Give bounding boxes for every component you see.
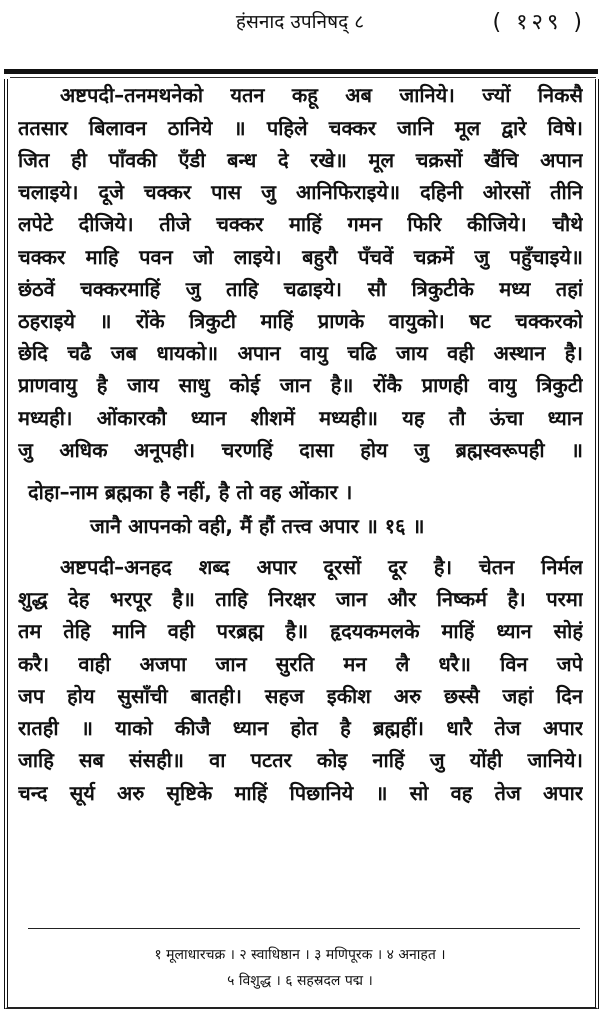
- text-line: ठहराइये ॥ रोंके त्रिकुटी माहिं प्राणके वायुको। षट चक्करको: [18, 309, 583, 333]
- running-title: हंसनाद उपनिषद् ८: [235, 11, 365, 33]
- text-line: चक्कर माहि पवन जो लाइये। बहुरौ पँचवें चक्रमें जु पहुँचाइये॥: [18, 245, 583, 269]
- text-line: अष्टपदी–तनमथनेको यतन कहू अब जानिये। ज्यों निकसै: [60, 83, 583, 107]
- text-line: शुद्ध देह भरपूर है॥ ताहि निरक्षर जान और निष्कर्म है। परमा: [18, 587, 583, 611]
- text-line: जाहि सब संसही॥ वा पटतर कोइ नाहिं जु योंही जानिये।: [18, 748, 583, 772]
- header-rule-thin: [10, 77, 596, 78]
- text-line: प्राणवायु है जाय साधु कोई जान है॥ रोंकै प्राणही वायु त्रिकुटी: [18, 373, 583, 397]
- text-line: अष्टपदी–अनहद शब्द अपार दूरसों दूर है। चेतन निर्मल: [60, 555, 583, 579]
- text-line: छंठवें चक्करमाहिं जु ताहि चढाइये। सौ त्रिकुटीके मध्य तहां: [18, 277, 583, 301]
- text-line: चलाइये। दूजे चक्कर पास जु आनिफिराइये॥ दहिनी ओरसों तीनि: [18, 180, 583, 204]
- text-line: मध्यही। ओंकारकौ ध्यान शीशमें मध्यही॥ यह तौ ऊंचा ध्यान: [18, 406, 583, 430]
- text-line: ततसार बिलावन ठानिये ॥ पहिले चक्कर जानि मूल द्वारे विषे।: [18, 116, 583, 140]
- footnote-rule: [28, 928, 580, 929]
- text-line: जित ही पाँवकी एँडी बन्ध दे रखे॥ मूल चक्रसों खैंचि अपान: [18, 148, 583, 172]
- text-line: छेदि चढै जब धायको॥ अपान वायु चढि जाय वही अस्थान है।: [18, 341, 583, 365]
- page-number: ( १२९ ): [492, 10, 586, 35]
- header-rule: [4, 69, 598, 74]
- text-line: तम तेहि मानि वही परब्रह्म है॥ हृदयकमलके माहिं ध्यान सोहं: [18, 619, 583, 643]
- text-line: जप होय सुसाँची बातही। सहज इकीश अरु छस्सै जहां दिन: [18, 684, 583, 708]
- doha-line-2: जानै आपनको वही, मैं हौं तत्त्व अपार ॥ १६ ॥: [90, 514, 425, 538]
- footnote-line-1: १ मूलाधारचक्र । २ स्वाधिष्ठान । ३ मणिपूरक । ४ अनाहत ।: [154, 947, 446, 963]
- text-line: चन्द सूर्य अरु सृष्टिके माहिं पिछानिये ॥ सो वह तेज अपार: [18, 781, 583, 805]
- text-line: करै। वाही अजपा जान सुरति मन लै धरै॥ विन जपे: [18, 652, 583, 676]
- footnote-line-2: ५ विशुद्ध । ६ सहस्रदल पद्म ।: [227, 973, 373, 989]
- text-line: लपेटे दीजिये। तीजे चक्कर माहिं गमन फिरि कीजिये। चौथे: [18, 212, 583, 236]
- doha-line-1: दोहा–नाम ब्रह्मका है नहीं, है तो वह ओंकार ।: [28, 480, 353, 504]
- text-line: रातही ॥ याको कीजै ध्यान होत है ब्रह्महीं। धारै तेज अपार: [18, 716, 583, 740]
- text-line: जु अधिक अनूपही। चरणहिं दासा होय जु ब्रह्मस्वरूपही ॥: [18, 438, 583, 462]
